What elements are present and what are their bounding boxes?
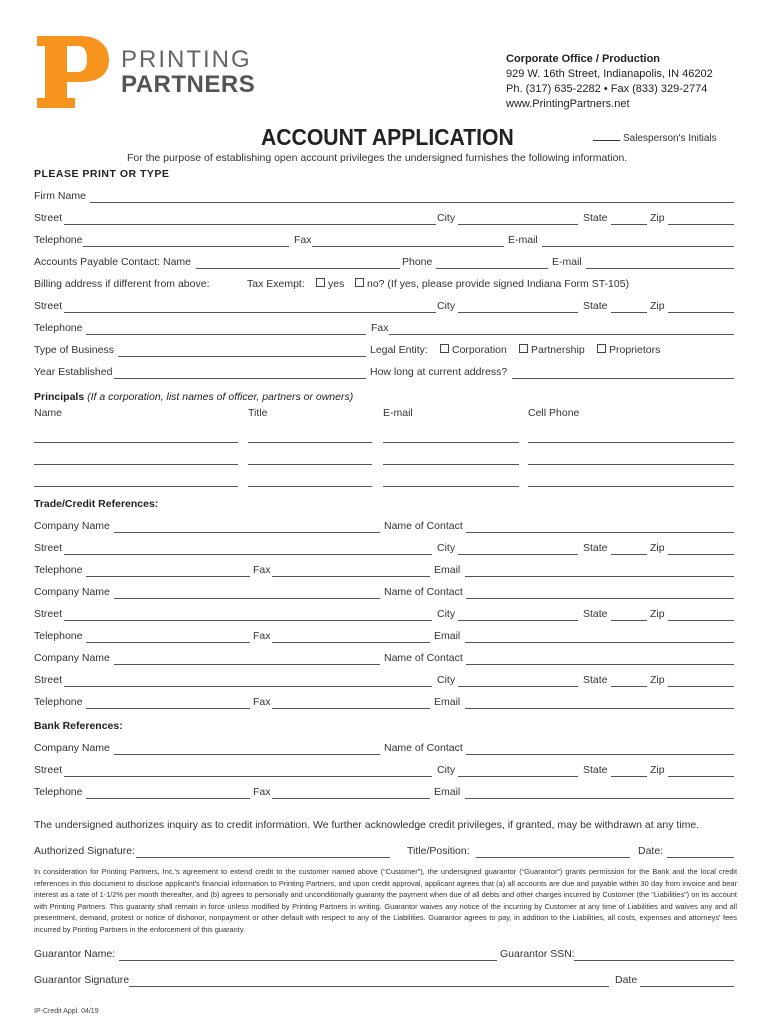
zip-field[interactable] [668, 224, 734, 225]
principal-cell-field[interactable] [528, 486, 734, 487]
billing-street-label: Street [34, 300, 63, 312]
guarantor-signature-field[interactable] [129, 986, 609, 987]
ap-email-field[interactable] [586, 268, 734, 269]
form-title: ACCOUNT APPLICATION [261, 124, 514, 150]
bank-email-field[interactable] [465, 798, 734, 799]
city-label: City [437, 608, 456, 620]
brand-line1: PRINTING [121, 46, 252, 73]
trade-ref-2-contact-row [34, 630, 734, 644]
principal-cell-field[interactable] [528, 442, 734, 443]
email-field[interactable] [465, 642, 734, 643]
state-field[interactable] [611, 554, 647, 555]
fax-field[interactable] [272, 708, 430, 709]
year-established-row [34, 366, 734, 380]
city-field[interactable] [458, 686, 578, 687]
authorization-statement: The undersigned authorizes inquiry as to credit information. We further acknowledge credit privileges, if granted, may be withdrawn at any time. [34, 819, 700, 831]
principal-email-field[interactable] [383, 486, 519, 487]
company-name-field[interactable] [114, 664, 380, 665]
billing-fax-label: Fax [371, 322, 389, 334]
address-row [34, 212, 734, 226]
state-label: State [583, 542, 608, 554]
email-label: Email [434, 786, 461, 798]
firm-name-field[interactable] [90, 202, 734, 203]
contact-field[interactable] [466, 532, 734, 533]
street-label: Street [34, 764, 63, 776]
legal-entity-label: Legal Entity: [370, 344, 428, 356]
billing-contact-row [34, 322, 734, 336]
principal-email-field[interactable] [383, 442, 519, 443]
bank-contact-field[interactable] [466, 754, 734, 755]
name-of-contact-label: Name of Contact [384, 652, 463, 664]
email-label: Email [434, 564, 461, 576]
telephone-field[interactable] [83, 246, 289, 247]
street-field[interactable] [64, 224, 436, 225]
street-field[interactable] [64, 620, 432, 621]
telephone-field[interactable] [86, 708, 250, 709]
trade-ref-3-contact-row [34, 696, 734, 710]
fax-label: Fax [294, 234, 312, 246]
street-label: Street [34, 674, 63, 686]
guarantor-name-label: Guarantor Name: [34, 948, 116, 960]
principal-row [34, 452, 734, 466]
email-label: Email [434, 630, 461, 642]
proprietors-label: Proprietors [609, 344, 661, 356]
tax-exempt-no[interactable] [355, 278, 630, 290]
zip-label: Zip [650, 674, 665, 686]
office-title: Corporate Office / Production [506, 53, 661, 65]
office-block [506, 52, 713, 112]
trade-references-heading: Trade/Credit References: [34, 498, 159, 510]
street-label: Street [34, 542, 63, 554]
trade-ref-3-company-row [34, 652, 734, 666]
fax-label: Fax [253, 786, 271, 798]
billing-city-label: City [437, 300, 456, 312]
authorized-signature-label: Authorized Signature: [34, 845, 135, 857]
city-label: City [437, 212, 456, 224]
authorized-signature-field[interactable] [136, 857, 390, 858]
printing-partners-logo [37, 36, 109, 108]
trade-ref-2-company-row [34, 586, 734, 600]
telephone-field[interactable] [86, 576, 250, 577]
name-of-contact-label: Name of Contact [384, 742, 463, 754]
guarantor-ssn-label: Guarantor SSN: [500, 948, 575, 960]
guarantor-date-label: Date [615, 974, 638, 986]
how-long-field[interactable] [512, 378, 734, 379]
zip-label: Zip [650, 542, 665, 554]
salesperson-initials [593, 133, 717, 144]
email-field[interactable] [465, 576, 734, 577]
no-label: no? (If yes, please provide signed Indiana Form ST-105) [367, 278, 630, 290]
zip-field[interactable] [668, 686, 734, 687]
billing-state-label: State [583, 300, 608, 312]
telephone-label: Telephone [34, 696, 83, 708]
bank-zip-field[interactable] [668, 776, 734, 777]
principal-name-field[interactable] [34, 442, 238, 443]
tax-exempt-label: Tax Exempt: [247, 278, 305, 290]
company-name-field[interactable] [114, 532, 380, 533]
principals-columns [34, 407, 734, 421]
principal-title-field[interactable] [248, 486, 372, 487]
billing-zip-field[interactable] [668, 312, 734, 313]
trade-ref-2-address-row [34, 608, 734, 622]
telephone-label: Telephone [34, 630, 83, 642]
fax-field[interactable] [312, 246, 504, 247]
street-label: Street [34, 608, 63, 620]
telephone-label: Telephone [34, 564, 83, 576]
email-label: Email [434, 696, 461, 708]
city-label: City [437, 542, 456, 554]
state-label: State [583, 674, 608, 686]
col-email: E-mail [383, 407, 413, 419]
billing-address-row [34, 300, 734, 314]
principal-name-field[interactable] [34, 486, 238, 487]
state-field[interactable] [611, 620, 647, 621]
state-label: State [583, 212, 608, 224]
trade-ref-1-contact-row [34, 564, 734, 578]
guarantor-name-field[interactable] [119, 960, 497, 961]
principal-cell-field[interactable] [528, 464, 734, 465]
initials-label: Salesperson's Initials [623, 133, 717, 144]
principal-row [34, 474, 734, 488]
company-name-field[interactable] [114, 598, 380, 599]
billing-telephone-label: Telephone [34, 322, 83, 334]
billing-telephone-field[interactable] [86, 334, 366, 335]
title-position-label: Title/Position: [407, 845, 470, 857]
yes-checkbox[interactable] [316, 278, 325, 287]
office-web: www.PrintingPartners.net [506, 98, 630, 110]
initials-line[interactable] [593, 140, 620, 141]
fax-label: Fax [253, 630, 271, 642]
partnership-label: Partnership [531, 344, 585, 356]
principals-heading [34, 391, 353, 403]
contact-row [34, 234, 734, 248]
proprietors-option[interactable] [597, 344, 661, 356]
street-label: Street [34, 212, 63, 224]
ap-email-label: E-mail [552, 256, 582, 268]
ap-contact-row [34, 256, 734, 270]
year-established-field[interactable] [114, 378, 366, 379]
date-label: Date: [638, 845, 664, 857]
fax-label: Fax [253, 564, 271, 576]
date-field[interactable] [667, 857, 734, 858]
trade-ref-1-company-row [34, 520, 734, 534]
zip-field[interactable] [668, 554, 734, 555]
telephone-label: Telephone [34, 234, 83, 246]
bank-address-row [34, 764, 734, 778]
name-of-contact-label: Name of Contact [384, 586, 463, 598]
guarantor-signature-label: Guarantor Signature [34, 974, 130, 986]
corporation-checkbox[interactable] [440, 344, 449, 353]
state-field[interactable] [611, 686, 647, 687]
corporation-option[interactable] [440, 344, 508, 356]
guaranty-terms: In consideration for Printing Partners, Inc.'s agreement to extend credit to the customer named above (“Customer”), the undersigned guarantor (“Guarantor”) grants permission for the Bank and the local credit references in this document to disclose applicant's financial information to Printing Partners, and upon credit approval, applicant agrees that (a) all accounts are due and payable within 30 day from invoice and bear interest as a rate of 1-1/2% per month thereafter, and (b) agrees to personally and unconditionally guaranty the payment when due of all debts and other charges incurred by Customer (the “Liabilities”) on its account with Printing Partners. This guaranty shall remain in force unless modified by Printing Partners in writing. Guarantor waives any notice of the incurring by Customer at any time of Liabilities and waives any and all presentment, demand, protest or notice of dishonor, nonpayment or other default with respect to any of the Liabilities. Guarantor agrees to pay, in addition to the Liabilities, all costs, expenses and attorneys' fees incurred by Printing Partners in the enforcement of this guaranty. [34, 867, 737, 934]
zip-label: Zip [650, 608, 665, 620]
type-of-business-label: Type of Business [34, 344, 114, 356]
please-print-heading: PLEASE PRINT OR TYPE [34, 168, 170, 180]
col-name: Name [34, 407, 63, 419]
billing-row [34, 278, 734, 292]
street-field[interactable] [64, 686, 432, 687]
business-type-row [34, 344, 734, 358]
billing-state-field[interactable] [611, 312, 647, 313]
title-position-field[interactable] [476, 857, 630, 858]
form-id-footer: IP-Credit Appl. 04/19 [34, 1008, 99, 1015]
state-field[interactable] [611, 224, 647, 225]
year-established-label: Year Established [34, 366, 113, 378]
brand-wordmark [121, 48, 255, 97]
office-phone-fax: Ph. (317) 635-2282 • Fax (833) 329-2774 [506, 83, 708, 95]
firm-name-row [34, 190, 734, 204]
email-field[interactable] [542, 246, 734, 247]
authorized-signature-row [34, 845, 734, 859]
bank-fax-field[interactable] [272, 798, 430, 799]
ap-contact-label: Accounts Payable Contact: Name [34, 256, 191, 268]
guarantor-signature-row [34, 974, 734, 988]
bank-references-heading: Bank References: [34, 720, 123, 732]
city-label: City [437, 764, 456, 776]
fax-label: Fax [253, 696, 271, 708]
company-name-label: Company Name [34, 586, 110, 598]
zip-field[interactable] [668, 620, 734, 621]
col-cell-phone: Cell Phone [528, 407, 580, 419]
fax-field[interactable] [272, 576, 430, 577]
principal-row [34, 430, 734, 444]
bank-street-field[interactable] [64, 776, 432, 777]
telephone-field[interactable] [86, 642, 250, 643]
principal-title-field[interactable] [248, 442, 372, 443]
col-title: Title [248, 407, 268, 419]
phone-label: Phone [402, 256, 433, 268]
bank-state-field[interactable] [611, 776, 647, 777]
trade-ref-3-address-row [34, 674, 734, 688]
billing-zip-label: Zip [650, 300, 665, 312]
principal-name-field[interactable] [34, 464, 238, 465]
email-label: E-mail [508, 234, 538, 246]
name-of-contact-label: Name of Contact [384, 520, 463, 532]
purpose-text: For the purpose of establishing open account privileges the undersigned furnishes the following information. [127, 152, 628, 164]
ap-phone-field[interactable] [436, 268, 548, 269]
firm-name-label: Firm Name [34, 190, 86, 202]
bank-telephone-field[interactable] [86, 798, 250, 799]
bank-company-field[interactable] [114, 754, 380, 755]
guarantor-ssn-field[interactable] [574, 960, 734, 961]
partnership-option[interactable] [519, 344, 586, 356]
zip-label: Zip [650, 212, 665, 224]
no-checkbox[interactable] [355, 278, 364, 287]
ap-name-field[interactable] [196, 268, 400, 269]
brand-line2: PARTNERS [121, 71, 256, 98]
partnership-checkbox[interactable] [519, 344, 528, 353]
guarantor-name-row [34, 948, 734, 962]
fax-field[interactable] [272, 642, 430, 643]
state-label: State [583, 764, 608, 776]
how-long-label: How long at current address? [370, 366, 508, 378]
billing-street-field[interactable] [64, 312, 436, 313]
principal-email-field[interactable] [383, 464, 519, 465]
principals-note: (If a corporation, list names of officer, partners or owners) [87, 391, 354, 403]
yes-label: yes [328, 278, 345, 290]
tax-exempt-yes[interactable] [316, 278, 345, 290]
city-field[interactable] [458, 620, 578, 621]
bank-contact-row [34, 786, 734, 800]
company-name-label: Company Name [34, 520, 110, 532]
principals-title: Principals [34, 391, 85, 403]
city-field[interactable] [458, 554, 578, 555]
office-address: 929 W. 16th Street, Indianapolis, IN 46202 [506, 68, 713, 80]
billing-city-field[interactable] [458, 312, 578, 313]
city-label: City [437, 674, 456, 686]
corporation-label: Corporation [452, 344, 507, 356]
telephone-label: Telephone [34, 786, 83, 798]
company-name-label: Company Name [34, 742, 110, 754]
trade-ref-1-address-row [34, 542, 734, 556]
bank-city-field[interactable] [458, 776, 578, 777]
guarantor-date-field[interactable] [640, 986, 734, 987]
zip-label: Zip [650, 764, 665, 776]
bank-company-row [34, 742, 734, 756]
company-name-label: Company Name [34, 652, 110, 664]
billing-fax-field[interactable] [389, 334, 734, 335]
state-label: State [583, 608, 608, 620]
proprietors-checkbox[interactable] [597, 344, 606, 353]
contact-field[interactable] [466, 598, 734, 599]
principal-title-field[interactable] [248, 464, 372, 465]
contact-field[interactable] [466, 664, 734, 665]
street-field[interactable] [64, 554, 432, 555]
email-field[interactable] [465, 708, 734, 709]
type-of-business-field[interactable] [118, 356, 366, 357]
city-field[interactable] [458, 224, 578, 225]
billing-label: Billing address if different from above: [34, 278, 210, 290]
